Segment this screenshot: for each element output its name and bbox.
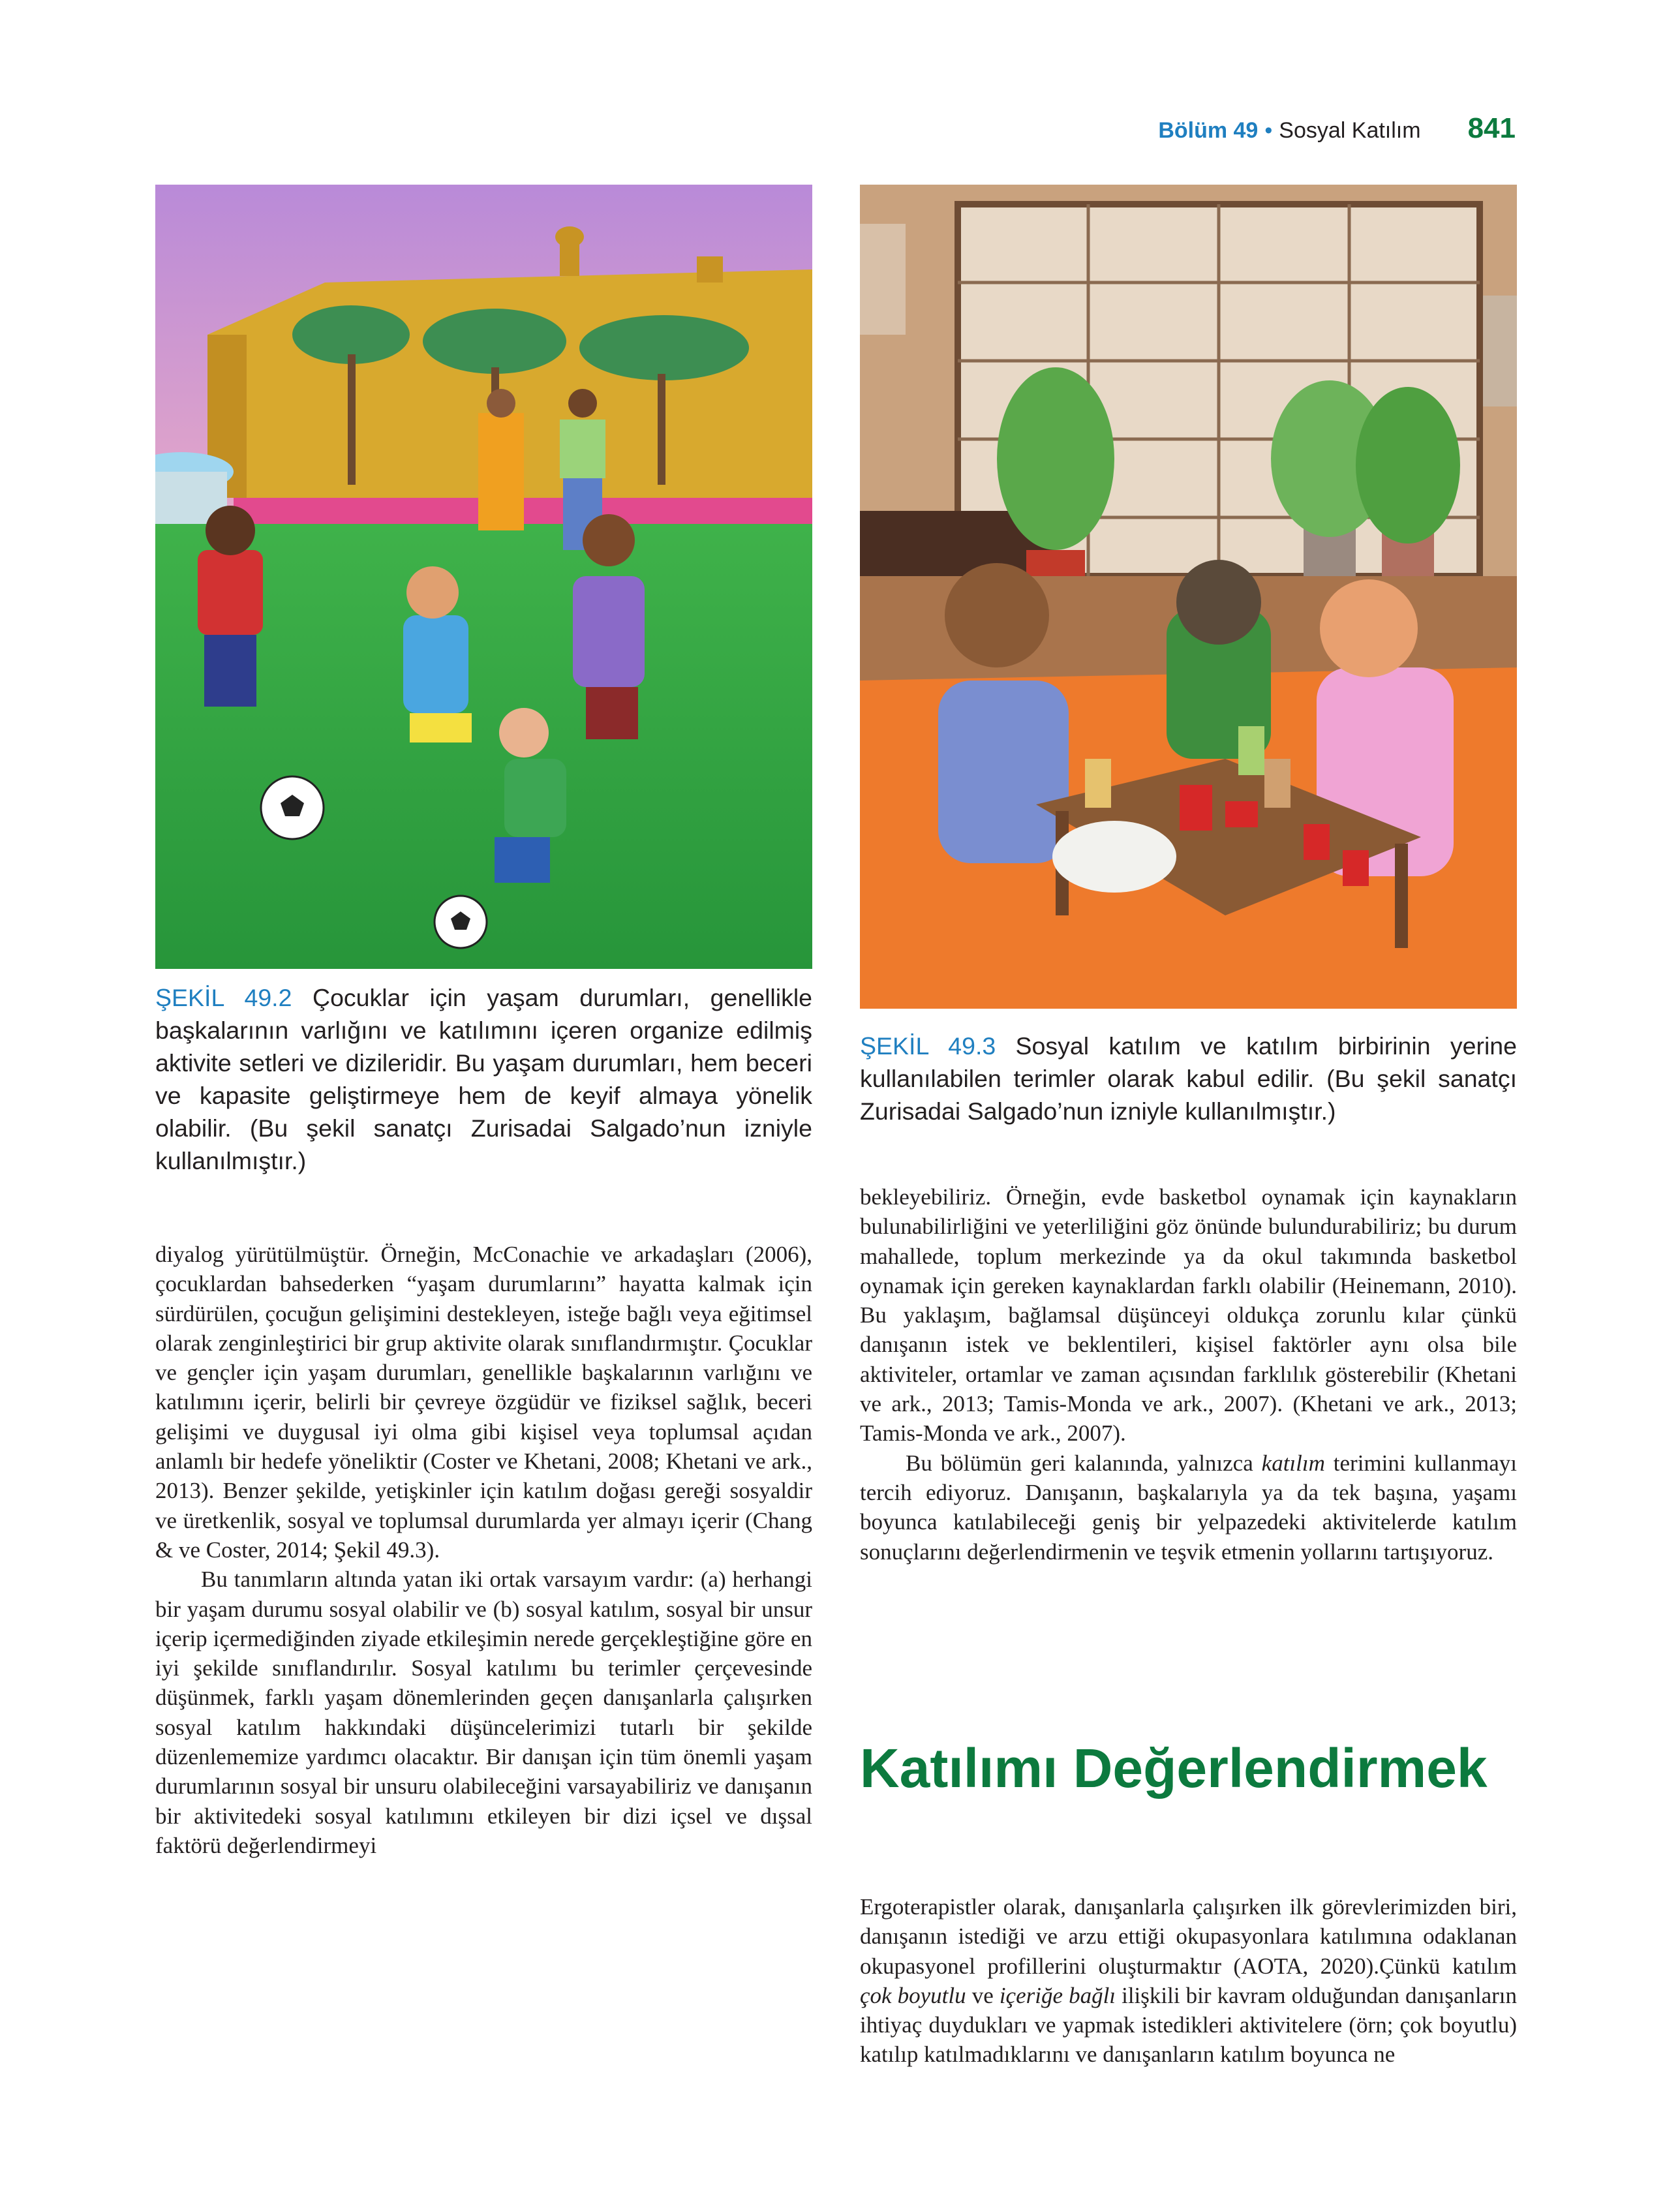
emphasis-term: içeriğe bağlı <box>999 1982 1116 2008</box>
figure-49-2-caption-text: Çocuklar için yaşam durumları, genellikle başkalarının varlığını ve katılımını içeren organize edilmiş aktivite setleri ve dizileridir. Bu yaşam durumları, hem beceri ve kapasite geliştirmeye hem de keyif almaya yönelik olabilir. (Bu şekil sanatçı Zurisadai Salgado’nun izniyle kullanılmıştır.) <box>155 984 813 1174</box>
text-run: Ergoterapistler olarak, danışanlarla çalışırken ilk görevlerimizden biri, danışanın istediği ve arzu ettiği okupasyonlara katılımına odaklanan okupasyonel profillerini oluşturmaktır (AOTA, 2020).Çünkü katılım <box>860 1894 1517 1979</box>
right-column-body-2 <box>860 1892 1517 2070</box>
figure-49-2-caption <box>155 981 812 1177</box>
text-run: ve <box>966 1982 1000 2008</box>
figure-49-3-caption-text: Sosyal katılım ve katılım birbirinin yerine kullanılabilen terimler olarak kabul edilir. (Bu şekil sanatçı Zurisadai Salgado’nun izniyle kullanılmıştır.) <box>860 1032 1517 1125</box>
text-run: ilişkili bir kavram olduğundan danışanların ihtiyaç duydukları ve yapmak istedikleri aktivitelere (örn; çok boyutlu) katılıp katılmadıklarını ve danışanların katılım boyunca ne <box>860 1982 1518 2068</box>
figure-49-3-caption <box>860 1030 1517 1127</box>
right-column-body <box>860 1182 1517 1567</box>
header-separator: • <box>1264 118 1273 143</box>
figure-49-2-illustration <box>155 185 812 969</box>
running-header <box>1158 112 1516 151</box>
chapter-label: Bölüm 49 <box>1158 118 1259 143</box>
right-paragraph-3 <box>860 1892 1517 2070</box>
figure-49-2-label: ŞEKİL 49.2 <box>155 984 292 1011</box>
figure-49-3-illustration <box>860 185 1517 1009</box>
section-title: Sosyal Katılım <box>1279 118 1421 143</box>
text-run: terimini kullanmayı tercih ediyoruz. Danışanın, başkalarıyla ya da tek başına, yaşamı boyunca katılabileceği geniş bir yelpazedeki aktivitelerde katılım sonuçlarını değerlendirmenin ve teşvik etmenin yollarını tartışıyoruz. <box>860 1450 1517 1565</box>
right-paragraph-2 <box>860 1448 1517 1567</box>
right-paragraph-1: bekleyebiliriz. Örneğin, evde basketbol oynamak için kaynakların bulunabilirliğini ve yeterliliğini göz önünde bulundurabiliriz; bu durum mahallede, toplum merkezinde ya da okul takımında basketbol oynamak için gereken kaynaklardan farklı olabilir (Heinemann, 2010). Bu yaklaşım, bağlamsal düşünceyi oldukça zorunlu kılar çünkü danışanın istek ve beklentileri, kişisel faktörler aynı olsa bile aktiviteler, ortamlar ve zaman açısından farklılık gösterebilir (Khetani ve ark., 2013; Tamis-Monda ve ark., 2007). (Khetani ve ark., 2013; Tamis-Monda ve ark., 2007). <box>860 1184 1517 1446</box>
text-run: Bu bölümün geri kalanında, yalnızca <box>906 1450 1262 1476</box>
page-number: 841 <box>1467 112 1516 144</box>
figure-49-3-label: ŞEKİL 49.3 <box>860 1032 996 1060</box>
left-paragraph-2: Bu tanımların altında yatan iki ortak varsayım vardır: (a) herhangi bir yaşam durumu sosyal olabilir ve (b) sosyal katılım, sosyal bir unsur içerip içermediğinden ziyade etkileşimin nerede gerçekleştiğine göre en iyi şekilde sınıflandırılır. Sosyal katılımı bu terimler çerçevesinde düşünmek, farklı yaşam dönemlerinden geçen danışanlarla çalışırken sosyal katılım hakkındaki düşüncelerimizi tutarlı bir şekilde düzenlememize yardımcı olacaktır. Bir danışan için tüm önemli yaşam durumlarının sosyal bir unsuru olabileceğini varsayabiliriz ve danışanın bir aktivitedeki sosyal katılımını etkileyen bir dizi içsel ve dışsal faktörü değerlendirmeyi <box>155 1567 812 1858</box>
emphasis-term: katılım <box>1261 1450 1325 1476</box>
emphasis-term: çok boyutlu <box>860 1982 966 2008</box>
left-column-body <box>155 1240 812 1860</box>
section-heading: Katılımı Değerlendirmek <box>860 1737 1488 1799</box>
left-paragraph-1: diyalog yürütülmüştür. Örneğin, McConachie ve arkadaşları (2006), çocuklardan bahsederken “yaşam durumlarını” hayatta kalmak için sürdürülen, çocuğun gelişimini destekleyen, isteğe bağlı veya eğitimsel olarak zenginleştirici bir grup aktivite olarak sınıflandırmıştır. Çocuklar ve gençler için yaşam durumları, genellikle başkalarının varlığını ve katılımını içerir, belirli bir çevreye özgüdür ve fiziksel sağlık, beceri gelişimi ve duygusal iyi olma gibi kişisel veya toplumsal açıdan anlamlı bir hedefe yöneliktir (Coster ve Khetani, 2008; Khetani ve ark., 2013). Benzer şekilde, yetişkinler için katılım doğası gereği sosyaldir ve üretkenlik, sosyal ve toplumsal durumlarda yer almayı içerir (Chang & ve Coster, 2014; Şekil 49.3). <box>155 1242 812 1563</box>
